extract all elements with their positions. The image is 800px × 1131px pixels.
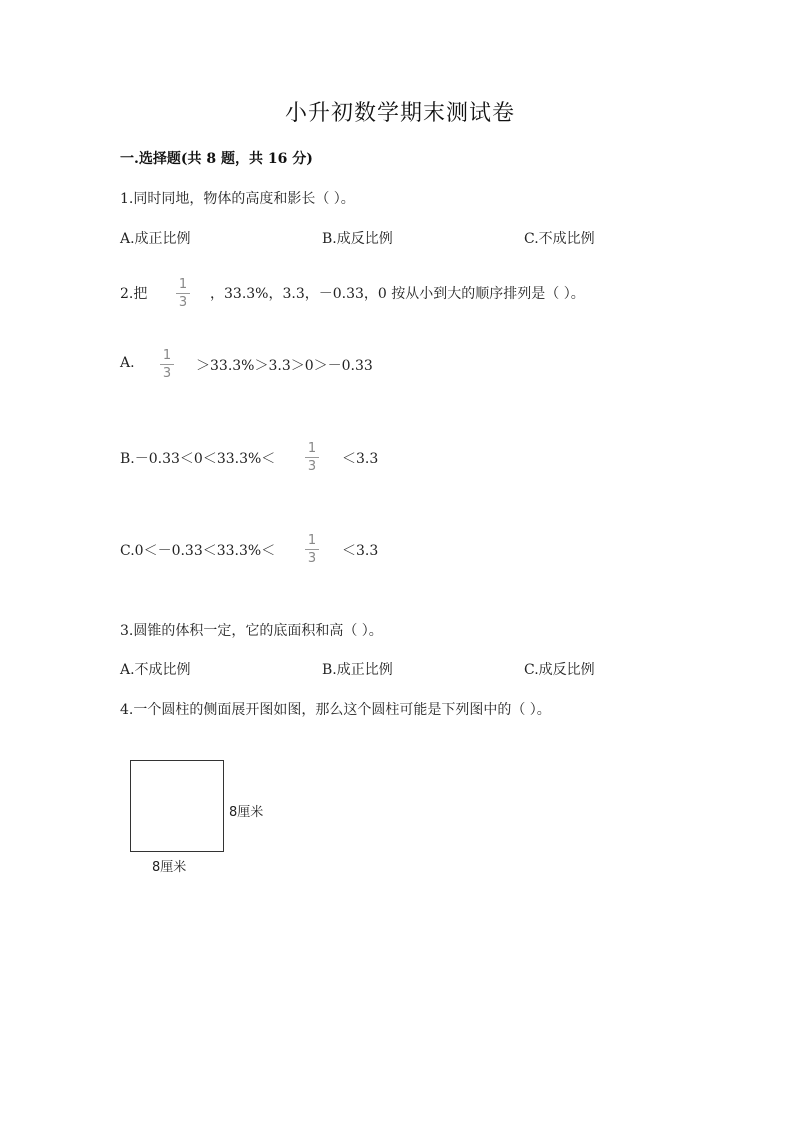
fraction-denominator: 3 — [162, 366, 172, 381]
question-2-option-a-suffix: ＞33.3%＞3.3＞0＞－0.33 — [196, 358, 373, 374]
fraction-denominator: 3 — [178, 295, 188, 310]
question-1-option-b: B.成反比例 — [322, 231, 393, 247]
question-2-option-a-prefix: A. — [120, 355, 135, 371]
question-1-option-a: A.成正比例 — [120, 231, 191, 247]
question-2-option-c-suffix: ＜3.3 — [342, 543, 379, 559]
figure-width-label: 8厘米 — [152, 860, 187, 875]
question-2-prefix: 2.把 — [120, 286, 148, 302]
page-title: 小升初数学期末测试卷 — [284, 101, 515, 126]
fraction-numerator: 1 — [307, 533, 317, 548]
fraction-denominator: 3 — [307, 459, 317, 474]
unfolded-side-square-figure — [130, 760, 224, 852]
fraction-denominator: 3 — [307, 551, 317, 566]
question-3-option-b: B.成正比例 — [322, 662, 393, 678]
question-2-option-b-suffix: ＜3.3 — [342, 451, 379, 467]
question-3-text: 3.圆锥的体积一定，它的底面积和高（ ）。 — [120, 623, 383, 639]
question-2-option-b-prefix: B.－0.33＜0＜33.3%＜ — [120, 451, 276, 467]
fraction-bar — [305, 457, 319, 458]
question-2-fraction — [174, 277, 192, 310]
section-heading: 一.选择题(共 8 题，共 16 分) — [120, 151, 313, 167]
question-2-option-c-prefix: C.0＜－0.33＜33.3%＜ — [120, 543, 276, 559]
question-4-text: 4.一个圆柱的侧面展开图如图，那么这个圆柱可能是下列图中的（ ）。 — [120, 702, 551, 718]
question-2-option-c-fraction — [303, 533, 321, 566]
fraction-bar — [176, 293, 190, 294]
fraction-numerator: 1 — [178, 277, 188, 292]
question-2-suffix: ，33.3%，3.3，－0.33，0 按从小到大的顺序排列是（ ）。 — [210, 286, 585, 302]
figure-height-label: 8厘米 — [229, 805, 264, 820]
fraction-bar — [305, 549, 319, 550]
question-3-option-c: C.成反比例 — [524, 662, 595, 678]
question-2-option-a-fraction — [158, 348, 176, 381]
question-1-option-c: C.不成比例 — [524, 231, 595, 247]
fraction-numerator: 1 — [162, 348, 172, 363]
fraction-numerator: 1 — [307, 441, 317, 456]
fraction-bar — [160, 364, 174, 365]
question-1-text: 1.同时同地，物体的高度和影长（ ）。 — [120, 191, 355, 207]
question-2-option-b-fraction — [303, 441, 321, 474]
question-3-option-a: A.不成比例 — [120, 662, 191, 678]
